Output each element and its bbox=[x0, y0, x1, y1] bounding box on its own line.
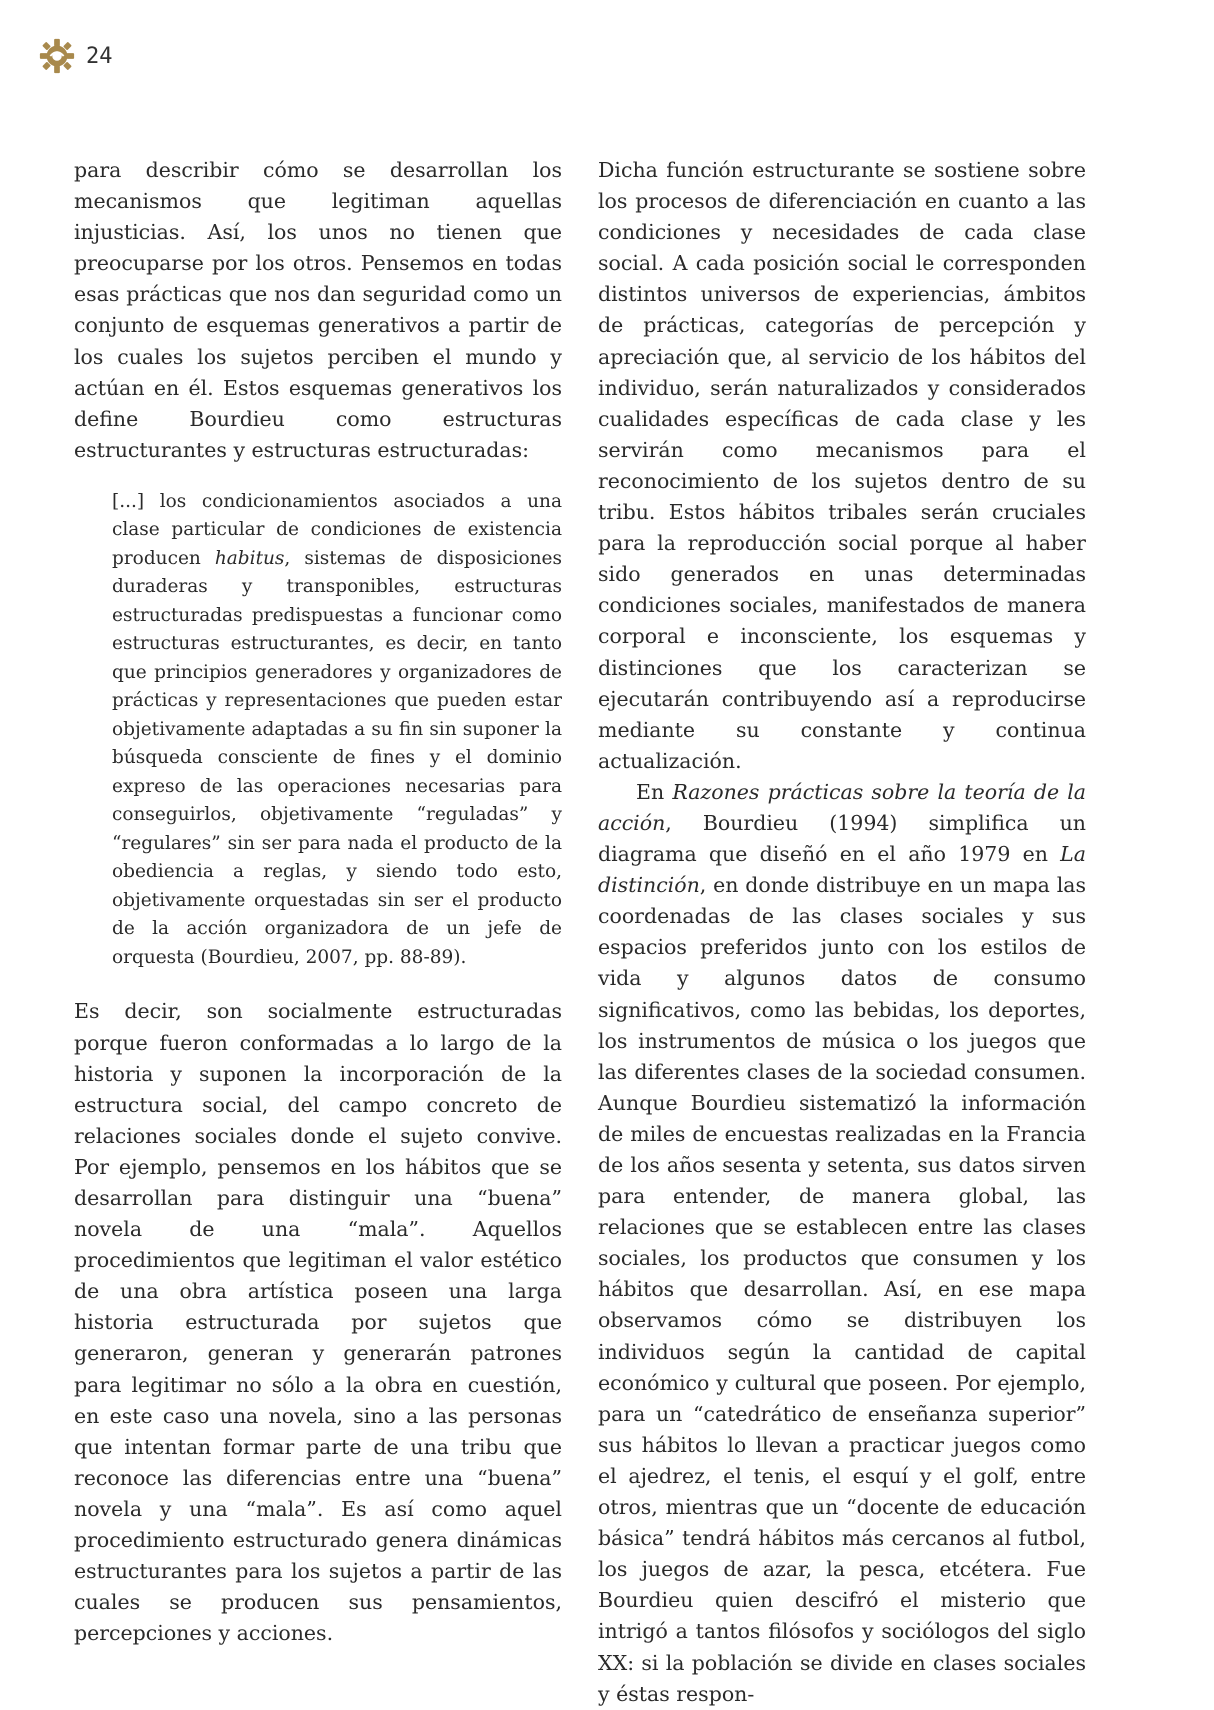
gear-ornament-icon bbox=[38, 37, 76, 75]
book-title-razones: Razones prácticas sobre la teoría de la acción bbox=[598, 779, 1087, 835]
left-paragraph-2: Es decir, son socialmente estructuradas porque fueron conformadas a lo largo de la historia y suponen la incorporación de la estructura social, del campo concreto de relaciones sociales donde el sujeto convive. Por ejemplo, pensemos en los hábitos que se desarrollan para distinguir una “buena” novela de una “mala”. Aquellos procedimientos que legitiman el valor estético de una obra artística poseen una larga historia estructurada por sujetos que generaron, generan y generarán patrones para legitimar no sólo a la obra en cuestión, en este caso una novela, sino a las personas que intentan formar parte de una tribu que reconoce las diferencias entre una “buena” novela y una “mala”. Es así como aquel procedimiento estructurado genera dinámicas estructurantes para los sujetos a partir de las cuales se producen sus pensamientos, percepciones y acciones. bbox=[74, 999, 562, 1646]
quote-italic-habitus: habitus bbox=[214, 547, 285, 569]
right-paragraph-1: Dicha función estructurante se sostiene sobre los procesos de diferenciación en cuanto a las condiciones y necesidades de cada clase social. A cada posición social le corresponden distintos universos de experiencias, ámbitos de prácticas, categorías de percepción y apreciación que, al servicio de los hábitos del individuo, serán naturalizados y considerados cualidades específicas de cada clase y les servirán como mecanismos para el reconocimiento de los sujetos dentro de su tribu. Estos hábitos tribales serán cruciales para la reproducción social porque al haber sido generados en unas determinadas condiciones sociales, manifestados de manera corporal e inconsciente, los esquemas y distinciones que los caracterizan se ejecutarán contribuyendo así a reproducirse mediante su constante y continua actualización. bbox=[598, 158, 1086, 773]
right-p2-end: , en donde distribuye en un mapa las coordenadas de las clases sociales y sus espacios preferidos junto con los estilos de vida y algunos datos de consumo significativos, como las bebidas, los deportes, los instrumentos de música o los juegos que las diferentes clases de la sociedad consumen. Aunque Bourdieu sistematizó la información de miles de encuestas realizadas en la Francia de los años sesenta y setenta, sus datos sirven para entender, de manera global, las relaciones que se establecen entre las clases sociales, los productos que consumen y los hábitos que desarrollan. Así, en ese mapa observamos cómo se distribuyen los individuos según la cantidad de capital económico y cultural que poseen. Por ejemplo, para un “catedrático de enseñanza superior” sus hábitos lo llevan a practicar juegos como el ajedrez, el tenis, el esquí y el golf, entre otros, mientras que un “docente de educación básica” tendrá hábitos más cercanos al futbol, los juegos de azar, la pesca, etcétera. Fue Bourdieu quien descifró el misterio que intrigó a tantos filósofos y sociólogos del siglo XX: si la población se divide en clases sociales y éstas respon- bbox=[598, 873, 1086, 1706]
left-paragraph-1: para describir cómo se desarrollan los mecanismos que legitiman aquellas injusticias. Así, los unos no tienen que preocuparse por los otros. Pensemos en todas esas prácticas que nos dan seguridad como un conjunto de esquemas generativos a partir de los cuales los sujetos perciben el mundo y actúan en él. Estos esquemas generativos los define Bourdieu como estructuras estructurantes y estructuras estructuradas: bbox=[74, 158, 562, 462]
quote-text-end: , sistemas de disposiciones duraderas y transponibles, estructuras estructuradas predispuestas a funcionar como estructuras estructurantes, es decir, en tanto que principios generadores y organizadores de prácticas y representaciones que pueden estar objetivamente adaptadas a su fin sin suponer la búsqueda consciente de fines y el dominio expreso de las operaciones necesarias para conseguirlos, objetivamente “reguladas” y “regulares” sin ser para nada el producto de la obediencia a reglas, y siendo todo esto, objetivamente orquestadas sin ser el producto de la acción organizadora de un jefe de orquesta (Bourdieu, 2007, pp. 88-89). bbox=[112, 547, 562, 968]
page-number: 24 bbox=[86, 43, 113, 69]
left-column bbox=[74, 155, 562, 1649]
right-column bbox=[598, 155, 1086, 1710]
right-p2-middle: , Bourdieu (1994) simplifica un diagrama que diseñó en el año 1979 en bbox=[598, 810, 1086, 867]
book-title-distincion: La distinción bbox=[598, 842, 1086, 898]
page-header bbox=[38, 36, 113, 76]
quote-text-start: [...] los condicionamientos asociados a una clase particular de condiciones de existencia producen bbox=[112, 490, 562, 569]
right-paragraph-2 bbox=[598, 777, 1086, 1710]
block-quote bbox=[112, 488, 562, 973]
right-p2-start: En bbox=[636, 779, 673, 804]
